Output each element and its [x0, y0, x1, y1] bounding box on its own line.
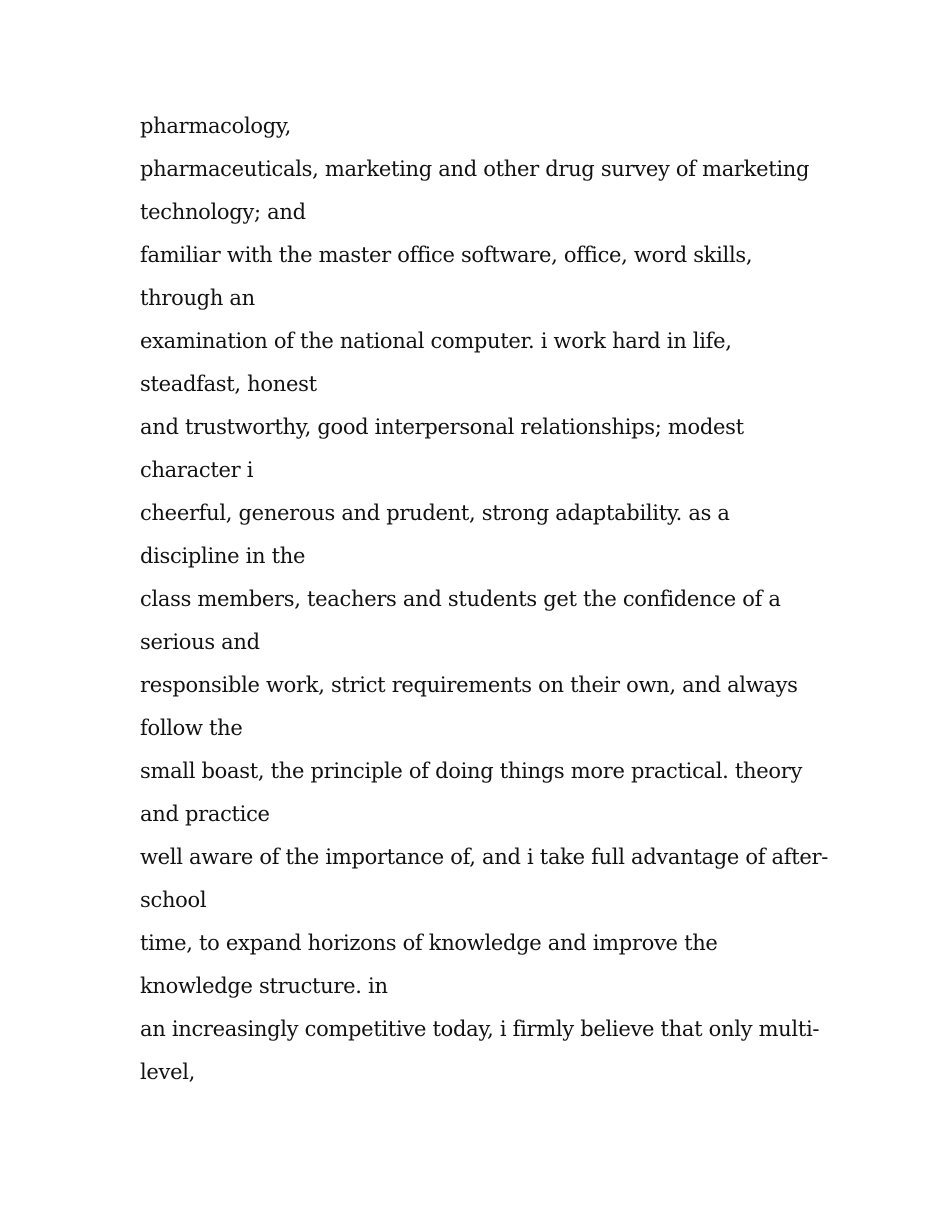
text-line: and trustworthy, good interpersonal relationships; modest [140, 415, 744, 439]
text-line: small boast, the principle of doing things more practical. theory [140, 759, 803, 783]
text-line: character i [140, 458, 254, 482]
text-line: technology; and [140, 200, 306, 224]
text-line: well aware of the importance of, and i take full advantage of after- [140, 845, 829, 869]
text-line: through an [140, 286, 255, 310]
text-line: pharmacology, [140, 114, 292, 138]
text-line: discipline in the [140, 544, 306, 568]
text-line: class members, teachers and students get the confidence of a [140, 587, 781, 611]
text-line: follow the [140, 716, 243, 740]
text-line: an increasingly competitive today, i firmly believe that only multi- [140, 1017, 820, 1041]
text-line: time, to expand horizons of knowledge and improve the [140, 931, 718, 955]
text-line: pharmaceuticals, marketing and other drug survey of marketing [140, 157, 810, 181]
text-line: knowledge structure. in [140, 974, 388, 998]
text-line: familiar with the master office software, office, word skills, [140, 243, 753, 267]
text-line: responsible work, strict requirements on their own, and always [140, 673, 798, 697]
text-line: and practice [140, 802, 270, 826]
text-line: serious and [140, 630, 260, 654]
text-line: level, [140, 1060, 196, 1084]
text-line: steadfast, honest [140, 372, 317, 396]
text-line: cheerful, generous and prudent, strong adaptability. as a [140, 501, 730, 525]
body-text [140, 105, 830, 1094]
text-line: examination of the national computer. i work hard in life, [140, 329, 732, 353]
text-line: school [140, 888, 207, 912]
